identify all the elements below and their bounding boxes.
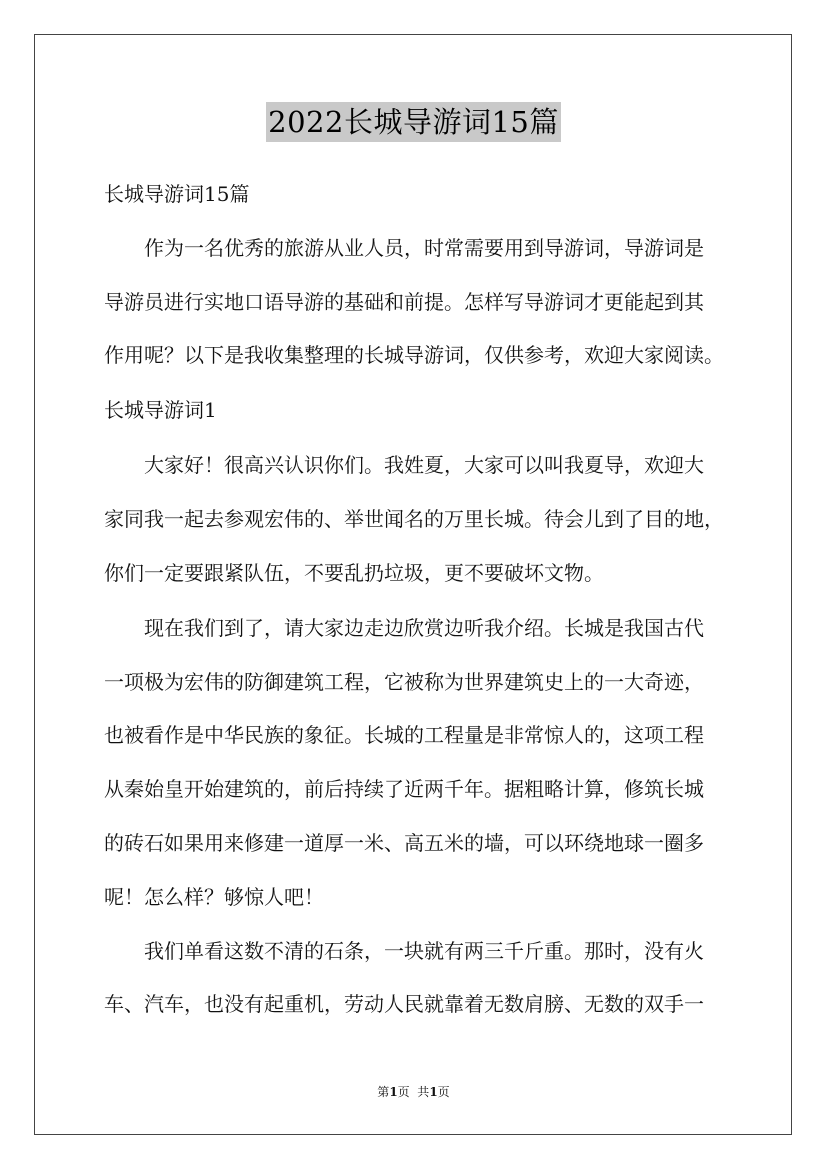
body-line: 车、汽车，也没有起重机，劳动人民就靠着无数肩膀、无数的双手一: [104, 992, 704, 1016]
intro-line-1: 作为一名优秀的旅游从业人员，时常需要用到导游词，导游词是: [144, 236, 704, 260]
page-footer: [0, 1083, 827, 1100]
footer-page-prefix: 第: [377, 1085, 390, 1099]
body-line: 大家好！很高兴认识你们。我姓夏，大家可以叫我夏导，欢迎大: [144, 453, 704, 477]
body-line: 呢！怎么样？够惊人吧！: [104, 885, 324, 909]
document-title: 2022长城导游词15篇: [266, 102, 561, 142]
body-line: 一项极为宏伟的防御建筑工程，它被称为世界建筑史上的一大奇迹，: [104, 670, 704, 694]
body-line: 我们单看这数不清的石条，一块就有两三千斤重。那时，没有火: [144, 939, 704, 963]
title-container: [0, 102, 827, 142]
intro-line-2: 导游员进行实地口语导游的基础和前提。怎样写导游词才更能起到其: [104, 290, 704, 314]
footer-total-pages: 1: [429, 1085, 438, 1099]
body-line: 家同我一起去参观宏伟的、举世闻名的万里长城。待会儿到了目的地，: [104, 507, 724, 531]
body-line: 的砖石如果用来修建一道厚一米、高五米的墙，可以环绕地球一圈多: [104, 831, 704, 855]
subtitle-line: 长城导游词15篇: [104, 182, 250, 206]
body-line: 也被看作是中华民族的象征。长城的工程量是非常惊人的，这项工程: [104, 723, 704, 747]
intro-line-3: 作用呢？以下是我收集整理的长城导游词，仅供参考，欢迎大家阅读。: [104, 343, 724, 367]
footer-page-suffix: 页: [437, 1085, 450, 1099]
body-line: 从秦始皇开始建筑的，前后持续了近两千年。据粗略计算，修筑长城: [104, 777, 704, 801]
body-line: 你们一定要跟紧队伍，不要乱扔垃圾，更不要破坏文物。: [104, 561, 604, 585]
section-heading: 长城导游词1: [104, 398, 217, 422]
footer-page-number: 1: [389, 1085, 398, 1099]
footer-page-mid: 页 共: [397, 1085, 430, 1099]
body-line: 现在我们到了，请大家边走边欣赏边听我介绍。长城是我国古代: [144, 616, 704, 640]
